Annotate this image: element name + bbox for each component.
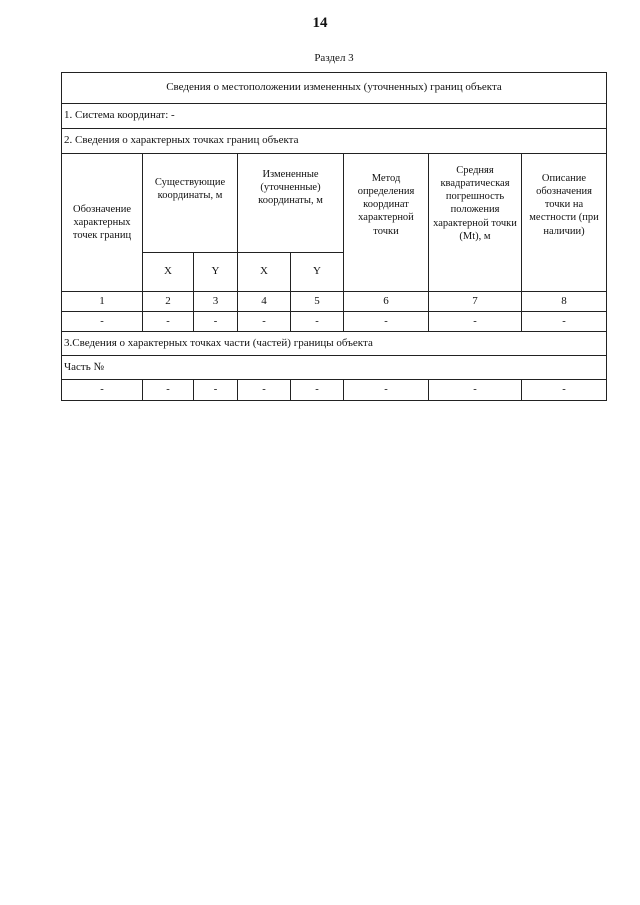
header-changed-y: Y [291,253,344,292]
table-row [62,380,607,401]
column-number: 8 [522,292,607,312]
section-title: Раздел 3 [314,52,354,64]
column-number: 2 [143,292,194,312]
column-number: 7 [429,292,522,312]
table-cell: - [429,312,522,332]
boundary-points-table [61,72,607,401]
header-existing-x: X [143,253,194,292]
table-cell: - [143,380,194,401]
coordinate-system-row [62,104,607,129]
header-row [62,154,607,253]
header-changed-x: X [238,253,291,292]
header-existing-coords: Существующие координаты, м [143,154,238,253]
points-heading: 2. Сведения о характерных точках границ объекта [62,129,607,154]
table-cell: - [238,380,291,401]
table-cell: - [62,380,143,401]
header-changed-coords: Измененные (уточненные) координаты, м [238,154,344,253]
table-cell: - [194,380,238,401]
column-numbers-row [62,292,607,312]
header-point-designation: Обозначение характерных точек границ [62,154,143,292]
table-title-row [62,73,607,104]
part-label: Часть № [62,356,607,380]
part-points-heading: 3.Сведения о характерных точках части (частей) границы объекта [62,332,607,356]
table-cell: - [344,380,429,401]
table-cell: - [522,380,607,401]
column-number: 1 [62,292,143,312]
table-cell: - [522,312,607,332]
table-cell: - [429,380,522,401]
table-cell: - [238,312,291,332]
column-number: 6 [344,292,429,312]
header-mean-error: Средняя квадратическая погрешность положения характерной точки (Mt), м [429,154,522,292]
header-description: Описание обозначения точки на местности (при наличии) [522,154,607,292]
table-cell: - [291,312,344,332]
points-heading-row [62,129,607,154]
part-label-row [62,356,607,380]
page-number: 14 [312,15,328,31]
table-title: Сведения о местоположении измененных (уточненных) границ объекта [62,73,607,104]
table-cell: - [194,312,238,332]
column-number: 3 [194,292,238,312]
column-number: 5 [291,292,344,312]
table-cell: - [344,312,429,332]
header-existing-y: Y [194,253,238,292]
table-row [62,312,607,332]
coordinate-system: 1. Система координат: - [62,104,607,129]
part-points-heading-row [62,332,607,356]
column-number: 4 [238,292,291,312]
table-cell: - [291,380,344,401]
table-cell: - [143,312,194,332]
table-cell: - [62,312,143,332]
header-method: Метод определения координат характерной точки [344,154,429,292]
